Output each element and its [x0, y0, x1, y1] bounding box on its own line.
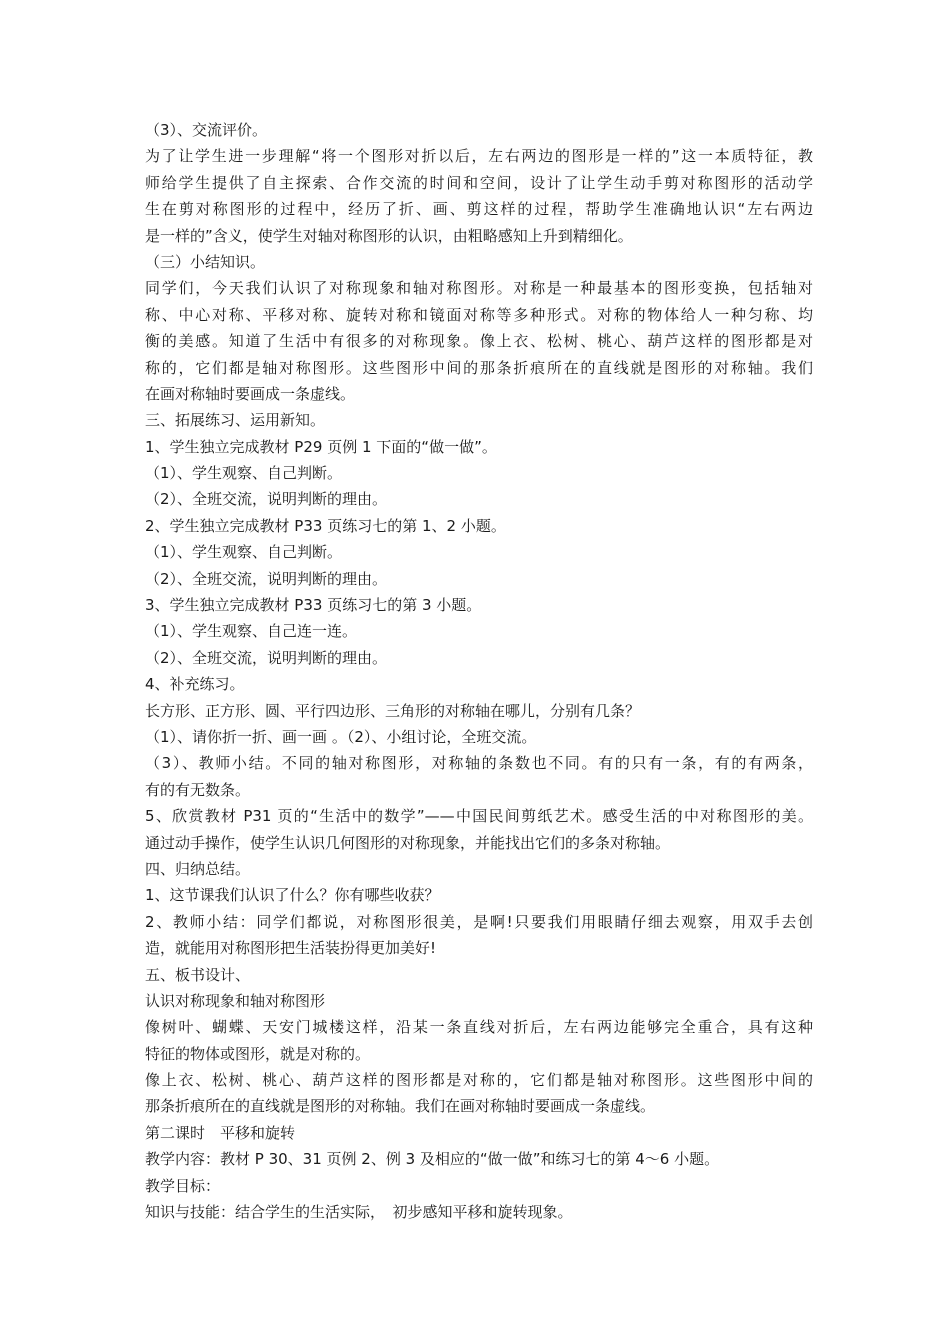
text-line: （1）、学生观察、自己判断。 [145, 543, 343, 562]
text-line: （3）、交流评价。 [145, 121, 268, 139]
text-line: 称、中心对称、平移对称、旋转对称和镜面对称等多种形式。对称的物体给人一种匀称、均 [145, 305, 813, 324]
text-line: （1）、学生观察、自己判断。 [145, 464, 343, 483]
text-line: 那条折痕所在的直线就是图形的对称轴。我们在画对称轴时要画成一条虚线。 [145, 1097, 656, 1116]
text-line: 3、学生独立完成教材 P33 页练习七的第 3 小题。 [145, 596, 482, 615]
text-line: 像上衣、松树、桃心、葫芦这样的图形都是对称的，它们都是轴对称图形。这些图形中间的 [145, 1071, 813, 1090]
text-line: 师给学生提供了自主探索、合作交流的时间和空间，设计了让学生动手剪对称图形的活动学 [145, 173, 813, 192]
text-line: 为了让学生进一步理解“将一个图形对折以后，左右两边的图形是一样的”这一本质特征，教 [145, 147, 813, 166]
text-line: 称的，它们都是轴对称图形。这些图形中间的那条折痕所在的直线就是图形的对称轴。我们 [145, 358, 813, 377]
text-line: 2、教师小结：同学们都说，对称图形很美，是啊!只要我们用眼睛仔细去观察，用双手去创 [145, 912, 813, 931]
text-line: 长方形、正方形、圆、平行四边形、三角形的对称轴在哪儿，分别有几条？ [145, 701, 641, 720]
text-line: （2）、全班交流，说明判断的理由。 [145, 569, 388, 588]
text-line: 1、学生独立完成教材 P29 页例 1 下面的“做一做”。 [145, 437, 497, 456]
text-line: 认识对称现象和轴对称图形 [145, 991, 326, 1010]
text-line: （3）、教师小结。不同的轴对称图形，对称轴的条数也不同。有的只有一条，有的有两条， [145, 754, 813, 773]
text-line: 知识与技能：结合学生的生活实际， 初步感知平移和旋转现象。 [145, 1203, 573, 1222]
text-line: 衡的美感。知道了生活中有很多的对称现象。像上衣、松树、桃心、葫芦这样的图形都是对 [145, 332, 813, 351]
text-line: 在画对称轴时要画成一条虚线。 [145, 384, 356, 403]
text-line: 造，就能用对称图形把生活装扮得更加美好! [145, 939, 437, 958]
text-line: 通过动手操作，使学生认识几何图形的对称现象，并能找出它们的多条对称轴。 [145, 833, 671, 852]
text-line: 像树叶、蝴蝶、天安门城楼这样，沿某一条直线对折后，左右两边能够完全重合，具有这种 [145, 1018, 813, 1037]
text-line: 2、学生独立完成教材 P33 页练习七的第 1、2 小题。 [145, 516, 506, 535]
text-line: 4、补充练习。 [145, 675, 245, 694]
text-line: 5、欣赏教材 P31 页的“生活中的数学”——中国民间剪纸艺术。感受生活的中对称图形的美。 [145, 807, 813, 826]
text-line: 生在剪对称图形的过程中，经历了折、画、剪这样的过程，帮助学生准确地认识“左右两边 [145, 200, 813, 219]
text-line: （2）、全班交流，说明判断的理由。 [145, 490, 388, 509]
text-line: 五、板书设计、 [145, 965, 251, 984]
text-line: 教学目标： [145, 1176, 221, 1195]
text-line: 四、归纳总结。 [145, 859, 251, 878]
text-line: 第二课时 平移和旋转 [145, 1123, 296, 1142]
text-line: 三、拓展练习、运用新知。 [145, 411, 326, 430]
text-line: （2）、全班交流，说明判断的理由。 [145, 648, 388, 667]
text-line: （三）小结知识。 [145, 252, 266, 271]
text-line: （1）、请你折一折、画一画 。（2）、小组讨论，全班交流。 [145, 727, 537, 746]
text-line: 特征的物体或图形，就是对称的。 [145, 1044, 371, 1063]
text-line: 1、这节课我们认识了什么？你有哪些收获？ [145, 886, 440, 905]
text-line: （1）、学生观察、自己连一连。 [145, 622, 358, 641]
text-line: 有的有无数条。 [145, 780, 251, 799]
document-body [145, 117, 813, 1225]
text-line: 同学们，今天我们认识了对称现象和轴对称图形。对称是一种最基本的图形变换，包括轴对 [145, 279, 813, 298]
text-line: 是一样的”含义，使学生对轴对称图形的认识，由粗略感知上升到精细化。 [145, 226, 633, 245]
text-line: 教学内容：教材 P 30、31 页例 2、例 3 及相应的“做一做”和练习七的第 4～6 小题。 [145, 1150, 720, 1169]
